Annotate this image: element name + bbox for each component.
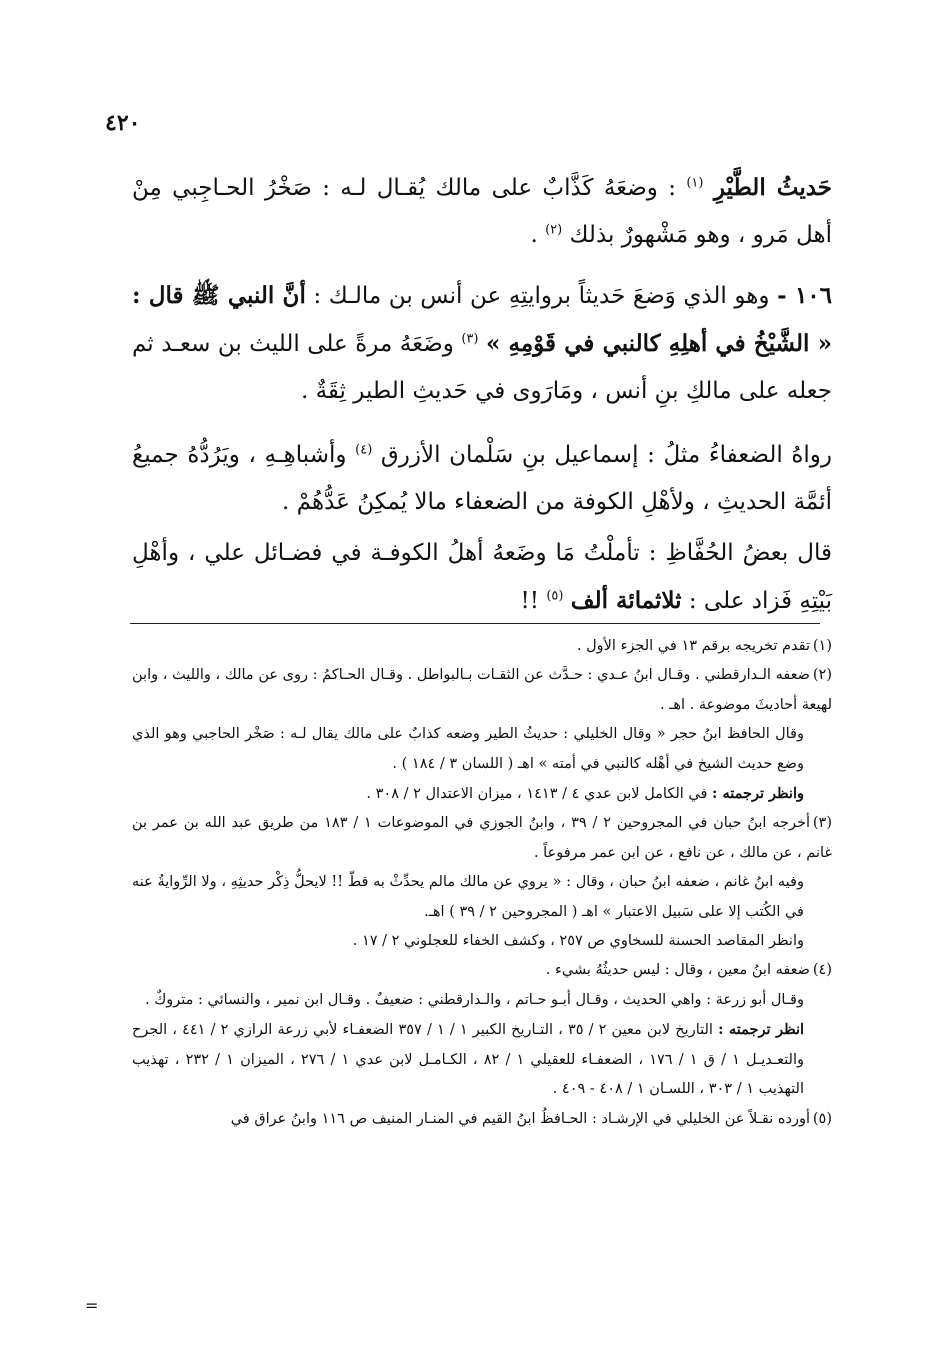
hadith-title: حَديثُ الطَّيْرِ bbox=[713, 174, 833, 201]
footnote-divider bbox=[130, 623, 820, 624]
entry-number: ١٠٦ - bbox=[777, 282, 833, 309]
footnote-3: (٣)أخرجه ابنُ حبان في المجروحين ٢ / ٣٩ ، وابنُ الجوزي في الموضوعات ١ / ١٨٣ من طريق عبد الله بن عمر بن غانم ، عن مالك ، عن نافع ، عن ابن عمر مرفوعاً . bbox=[132, 815, 832, 861]
footnote-4-cont: وقـال أبو زرعة : واهي الحديث ، وقـال أبـو حـاتم ، والـدارقطني : ضعيفٌ . وقـال ابن نمير ، والنسائي : متروكٌ . bbox=[145, 991, 804, 1008]
footnote-3-ref: وانظر المقاصد الحسنة للسخاوي ص ٢٥٧ ، وكشف الخفاء للعجلوني ٢ / ١٧ . bbox=[352, 933, 804, 950]
continuation-mark: = bbox=[85, 1296, 99, 1315]
footnote-4: (٤)ضعفه ابنُ معين ، وقال : ليس حديثُهُ بشيء . bbox=[545, 962, 832, 979]
main-paragraph-2: ١٠٦ - وهو الذي وَضعَ حَديثاً بروايتِهِ عن أنس بن مالـك : أنَّ النبي ﷺ قال : « الشَّيْخُ في أهلِهِ كالنبي في قَوْمِهِ » $^{(٣)}$ وضَعَهُ مرةً على الليث بن سعـد ثم جعله على مالكِ بنِ أنس ، ومَارَوى في حَديثِ الطير ثِقَةٌ . bbox=[132, 282, 833, 404]
footnotes bbox=[132, 632, 832, 1134]
main-paragraph-3: رواهُ الضعفاءُ مثلُ : إسماعيل بنِ سَلْمان الأزرق $^{(٤)}$ وأشباهِـهِ ، ويَرُدُّهُ جميعُ أئمَّة الحديثِ ، ولأهْلِ الكوفة من الضعفاء مالا يُمكِنُ عَدُّهُمْ . bbox=[132, 442, 833, 515]
footnote-1: (١)تقدم تخريجه برقم ١٣ في الجزء الأول . bbox=[576, 638, 832, 654]
footnote-3-cont: وفيه ابنُ غانم ، ضعفه ابنُ حبان ، وقال : « يروي عن مالك مالم يحدِّثْ به قطّ !! لايحلُّ ذِكْر حديثِهِ ، ولا الرِّوايةُ عنه في الكُتب إلا على سَبيل الاعتبار » اهـ ( المجروحين ٢ / ٣٩ ) اهـ. bbox=[132, 874, 804, 920]
footnote-4-ref: انظر ترجمته : التاريخ لابن معين ٢ / ٣٥ ، التـاريخ الكبير ١ / ١ / ٣٥٧ الضعفـاء لأبي زرعة الرازي ٢ / ٤٤١ ، الجرح والتعـديـل ١ / ق ١ / ١٧٦ ، الضعفـاء للعقيلي ١ / ٨٢ ، الكـامـل لابن عدي ١ / ٢٧٦ ، الميزان ١ / ٢٣٢ ، تهذيب التهذيب ١ / ٣٠٣ ، اللسـان ١ / ٤٠٨ - ٤٠٩ . bbox=[132, 1021, 805, 1098]
footnote-2-ref: وانظر ترجمته : في الكامل لابن عدي ٤ / ١٤١٣ ، ميزان الاعتدال ٢ / ٣٠٨ . bbox=[366, 785, 804, 803]
footnote-2-cont: وقال الحافظ ابنُ حجر « وقال الخليلي : حديثُ الطير وضعه كذابٌ على مالك يقال لـه : صَخْر الحاجبي وهو الذي وضع حديث الشيخ في أهْله كالنبي في أمته » اهـ ( اللسان ٣ / ١٨٤ ) . bbox=[132, 726, 804, 772]
main-paragraph-4: قال بعضُ الحُفَّاظِ : تأملْتُ مَا وضَعهُ أهلُ الكوفـة في فضـائل علي ، وأهْلِ بَيْتِهِ فَزاد على : ثلاثمائة ألف $^{(٥)}$ !! bbox=[132, 540, 832, 614]
main-paragraph-1: حَديثُ الطَّيْرِ $^{(١)}$ : وضعَهُ كَذَّابٌ على مالك يُقـال لـه : صَخْرُ الحـاجِبي مِنْ أهل مَرو ، وهو مَشْهورٌ بذلك $^{(٢)}$ . bbox=[132, 174, 833, 248]
footnote-2: (٢)ضعفه الـدارقطني . وقـال ابنُ عـدي : حـدَّث عن الثقـات بـالبواطل . وقـال الحـاكمُ : روى عن مالك ، والليث ، وابن لهيعة أحاديثَ موضوعة . اهـ . bbox=[132, 667, 832, 713]
page-number: ٤٢٠ bbox=[105, 110, 141, 136]
footnote-5: (٥)أورده نقـلاً عن الخليلي في الإرشـاد : الحـافظُ ابنُ القيم في المنـار المنيف ص ١١٦ وابنُ عراق في bbox=[230, 1110, 832, 1127]
